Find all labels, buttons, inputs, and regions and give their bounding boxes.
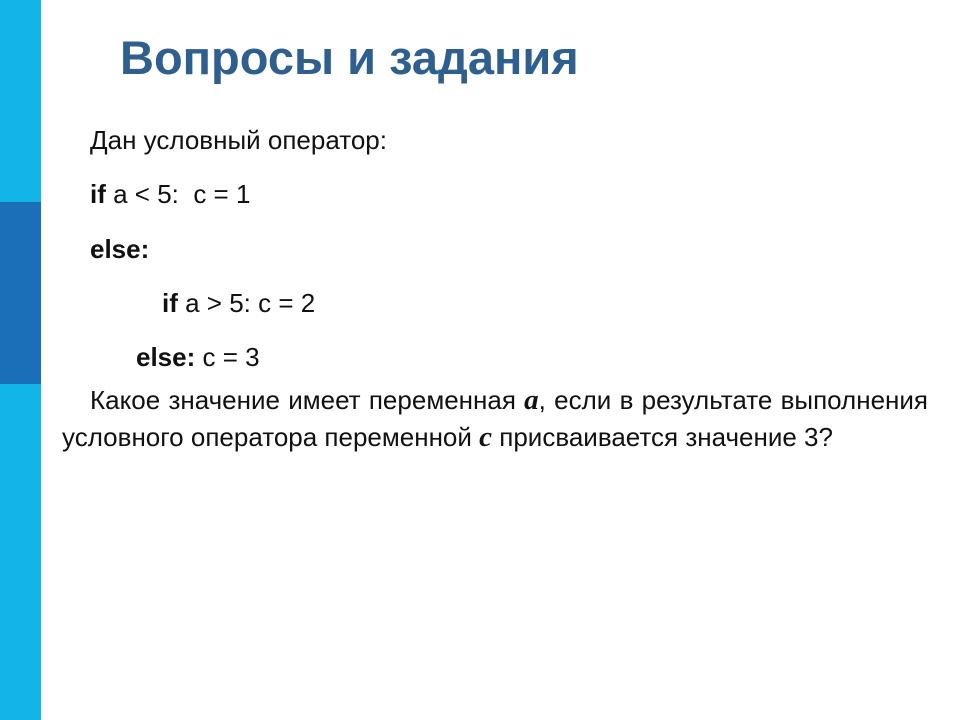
variable-c: c bbox=[479, 421, 493, 453]
code-keyword: else: bbox=[90, 234, 150, 264]
question-part-3: присваивается значение 3? bbox=[492, 422, 833, 452]
code-line-1 bbox=[90, 178, 250, 210]
code-text: a < 5: c = 1 bbox=[105, 179, 251, 209]
code-keyword: if bbox=[162, 288, 178, 318]
intro-text: Дан условный оператор: bbox=[90, 125, 387, 155]
code-keyword: else: bbox=[136, 342, 196, 372]
code-line-2 bbox=[90, 233, 149, 265]
question-text bbox=[62, 382, 928, 456]
code-text: c = 3 bbox=[195, 342, 260, 372]
code-text: a > 5: c = 2 bbox=[177, 288, 316, 318]
slide-title: Вопросы и задания bbox=[120, 31, 579, 84]
variable-a: a bbox=[524, 384, 539, 416]
code-line-3 bbox=[162, 287, 315, 319]
code-line-4 bbox=[136, 341, 260, 373]
question-part-1: Какое значение имеет переменная bbox=[90, 385, 525, 415]
question-part-2: , если в результате выполнения условного оператора переменной bbox=[62, 385, 928, 452]
code-keyword: if bbox=[90, 179, 106, 209]
sidebar-accent-block bbox=[0, 202, 41, 384]
